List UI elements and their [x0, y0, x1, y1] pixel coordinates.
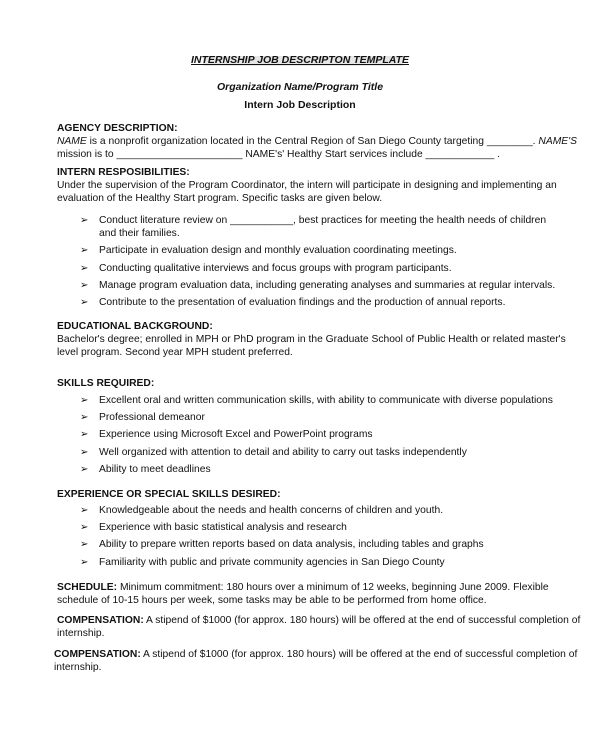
list-item: ➢ Experience with basic statistical analysis and research [80, 522, 347, 534]
list-item: ➢ Familiarity with public and private community agencies in San Diego County [80, 556, 445, 568]
schedule-line-2: schedule of 10-15 hours per week, some tasks may be able to be performed from home office. [57, 595, 487, 607]
agency-line-2: mission is to ______________________ NAME's' Healthy Start services include ____________ . [57, 149, 500, 161]
agency-heading: AGENCY DESCRIPTION: [57, 123, 178, 134]
arrow-bullet-icon: ➢ [80, 446, 89, 458]
arrow-bullet-icon: ➢ [80, 215, 89, 226]
list-item: ➢ Conduct literature review on ___________, best practices for meeting the health needs of children and their families. [80, 215, 547, 240]
list-item: ➢ Ability to meet deadlines [80, 463, 211, 475]
skills-heading: SKILLS REQUIRED: [57, 378, 155, 389]
list-item: ➢ Conducting qualitative interviews and focus groups with program participants. [80, 262, 452, 274]
arrow-bullet-icon: ➢ [80, 429, 89, 441]
skills-section [57, 377, 547, 390]
education-line-2: level program. Second year MPH student preferred. [57, 347, 293, 359]
education-section [57, 320, 566, 360]
education-line-1: Bachelor's degree; enrolled in MPH or PhD program in the Graduate School of Public Health or related master's [57, 334, 566, 346]
arrow-bullet-icon: ➢ [80, 245, 89, 257]
arrow-bullet-icon: ➢ [80, 279, 89, 291]
list-item: ➢ Contribute to the presentation of evaluation findings and the production of annual reports. [80, 297, 506, 309]
arrow-bullet-icon: ➢ [80, 556, 89, 568]
organization-title: Organization Name/Program Title [216, 81, 384, 93]
list-item: ➢ Participate in evaluation design and monthly evaluation coordinating meetings. [80, 245, 457, 257]
education-heading: EDUCATIONAL BACKGROUND: [57, 321, 213, 332]
intern-intro-line-1: Under the supervision of the Program Coordinator, the intern will participate in designing and implementing an [57, 180, 557, 192]
arrow-bullet-icon: ➢ [80, 539, 89, 551]
agency-section [57, 122, 577, 162]
arrow-bullet-icon: ➢ [80, 262, 89, 274]
agency-text: is a nonprofit organization located in the Central Region of San Diego County targeting ________. [86, 136, 539, 148]
skills-list [80, 394, 560, 476]
intern-section [57, 166, 557, 206]
arrow-bullet-icon: ➢ [80, 463, 89, 475]
schedule-line-1: SCHEDULE: Minimum commitment: 180 hours over a minimum of 12 weeks, beginning June 2009. Flexible [57, 582, 549, 593]
document-title: INTERNSHIP JOB DESCRIPTON TEMPLATE [191, 54, 409, 66]
agency-name-possessive: NAME'S [538, 136, 577, 148]
arrow-bullet-icon: ➢ [80, 522, 89, 534]
job-description-title: Intern Job Description [244, 99, 356, 111]
list-item: ➢ Experience using Microsoft Excel and PowerPoint programs [80, 429, 373, 441]
compensation-label: COMPENSATION: [54, 649, 141, 660]
schedule-label: SCHEDULE: [57, 582, 118, 593]
compensation-section-2 [54, 648, 578, 674]
compensation-line-1: COMPENSATION: A stipend of $1000 (for approx. 180 hours) will be offered at the end of successful completion of [57, 615, 581, 626]
intern-heading: INTERN RESPOSIBILITIES: [57, 167, 190, 178]
list-item: ➢ Well organized with attention to detail and ability to carry out tasks independently [80, 446, 467, 458]
arrow-bullet-icon: ➢ [80, 297, 89, 309]
list-item: ➢ Knowledgeable about the needs and health concerns of children and youth. [80, 505, 444, 516]
list-item: ➢ Manage program evaluation data, including generating analyses and summaries at regular intervals. [80, 279, 556, 291]
compensation-section-1 [57, 614, 581, 640]
list-item: ➢ Excellent oral and written communication skills, with ability to communicate with diverse populations [80, 395, 553, 406]
agency-line-1 [57, 135, 577, 148]
experience-list [80, 504, 560, 569]
experience-section [57, 488, 547, 501]
arrow-bullet-icon: ➢ [80, 412, 89, 424]
list-item: ➢ Professional demeanor [80, 412, 205, 424]
arrow-bullet-icon: ➢ [80, 505, 89, 516]
compensation-line-1: COMPENSATION: A stipend of $1000 (for approx. 180 hours) will be offered at the end of successful completion of [54, 649, 578, 660]
intern-list [80, 214, 560, 309]
compensation-line-2: internship. [54, 662, 102, 674]
agency-name: NAME [57, 136, 87, 148]
intern-intro-line-2: evaluation of the Healthy Start program. Specific tasks are given below. [57, 193, 383, 205]
schedule-section [57, 581, 547, 607]
list-item: ➢ Ability to prepare written reports based on data analysis, including tables and graphs [80, 539, 484, 551]
compensation-label: COMPENSATION: [57, 615, 144, 626]
experience-heading: EXPERIENCE OR SPECIAL SKILLS DESIRED: [57, 489, 281, 500]
arrow-bullet-icon: ➢ [80, 395, 89, 406]
compensation-line-2: internship. [57, 628, 105, 640]
